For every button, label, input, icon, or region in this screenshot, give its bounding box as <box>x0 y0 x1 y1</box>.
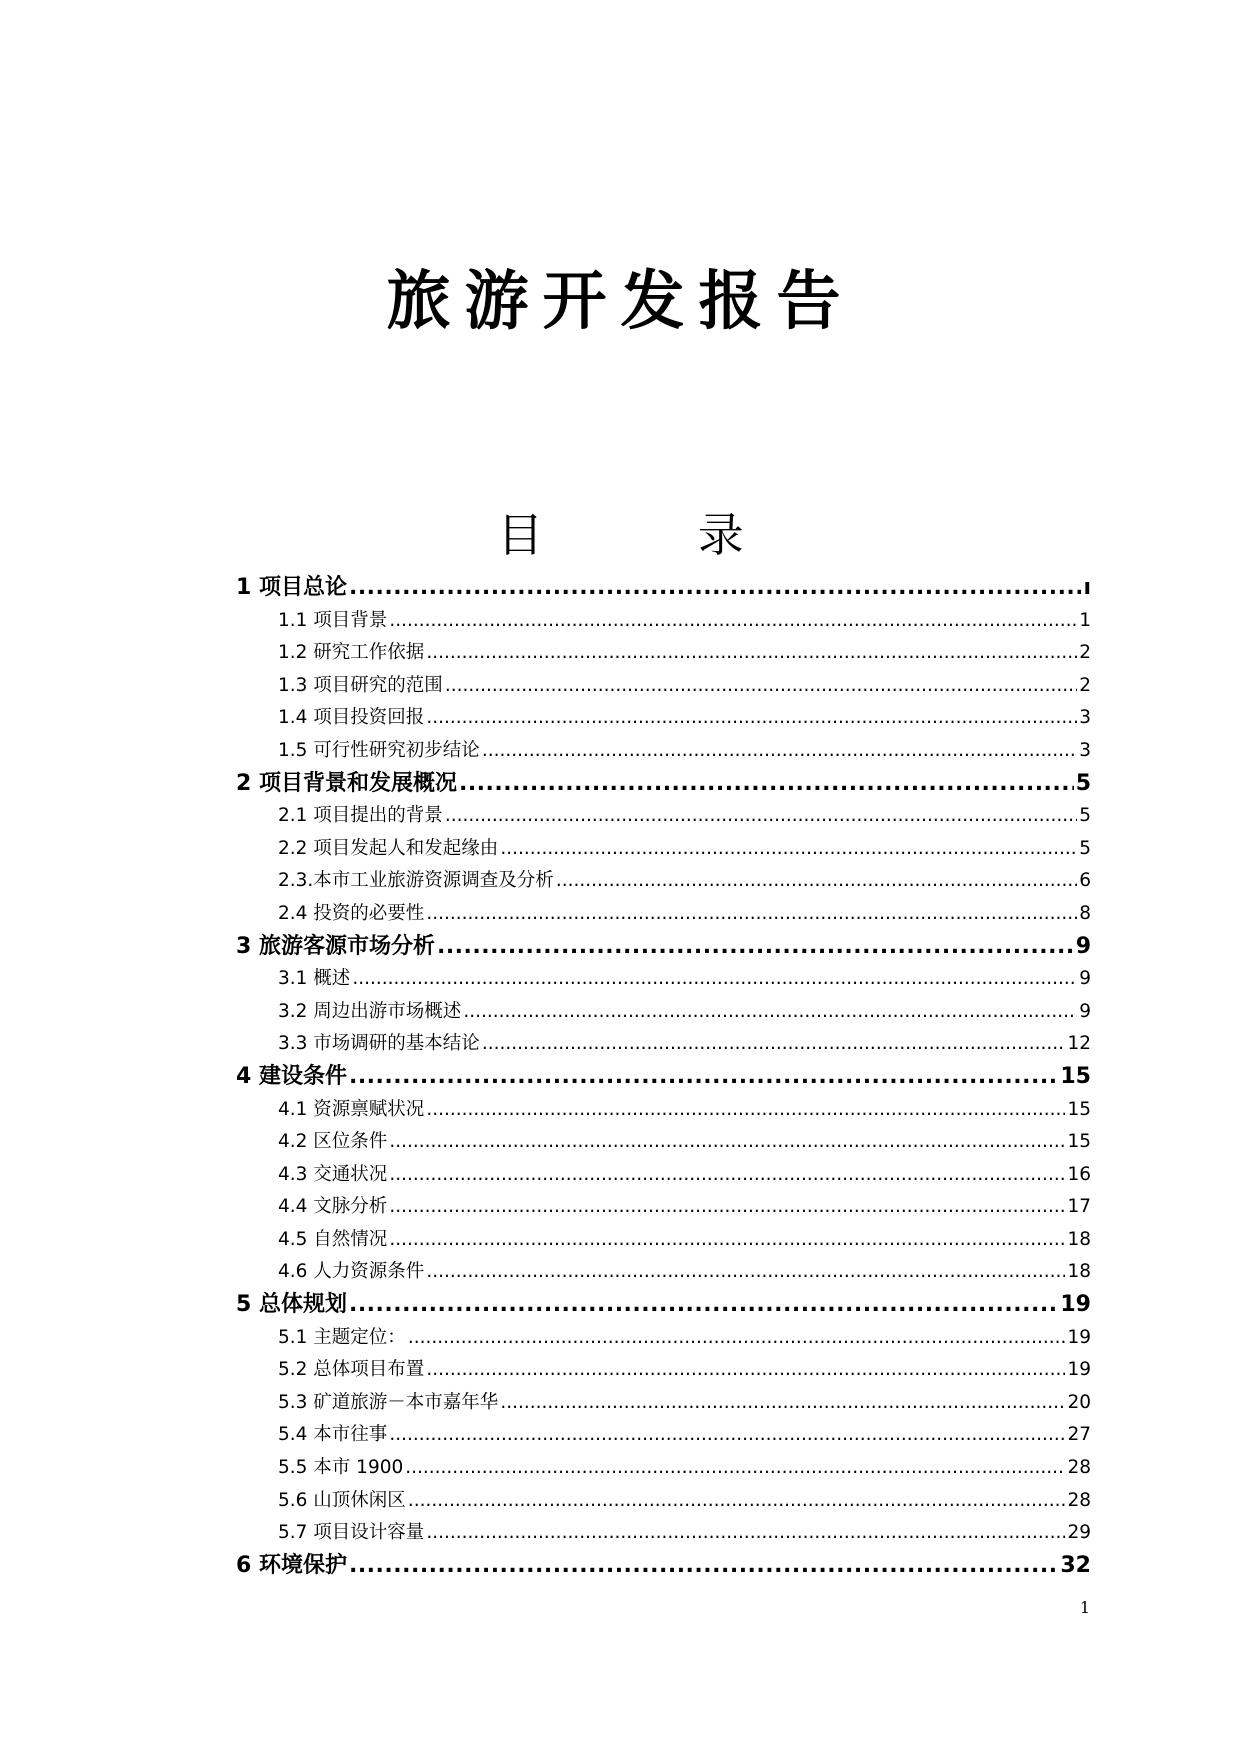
toc-chapter-entry[interactable] <box>236 1550 1091 1583</box>
toc-dot-leader <box>500 833 1077 866</box>
toc-entry-label: 3.2 周边出游市场概述 <box>278 1000 462 1022</box>
toc-entry-page: 2 <box>1079 674 1091 696</box>
toc-entry-label: 4.4 文脉分析 <box>278 1196 388 1218</box>
toc-section-entry[interactable] <box>236 1159 1091 1192</box>
toc-dot-leader <box>437 931 1074 964</box>
toc-section-entry[interactable] <box>236 1094 1091 1127</box>
toc-entry-label: 1 项目总论 <box>236 575 347 600</box>
toc-section-entry[interactable] <box>236 670 1091 703</box>
toc-entry-label: 6 环境保护 <box>236 1552 347 1578</box>
toc-dot-leader <box>352 963 1077 996</box>
toc-section-entry[interactable] <box>236 1028 1091 1061</box>
toc-section-entry[interactable] <box>236 898 1091 931</box>
toc-section-entry[interactable] <box>236 1322 1091 1355</box>
toc-entry-page: 5 <box>1079 805 1091 827</box>
toc-entry-page: 2 <box>1079 642 1091 664</box>
toc-dot-leader <box>459 768 1074 801</box>
toc-entry-page: 9 <box>1079 1000 1091 1022</box>
toc-entry-label: 5.2 总体项目布置 <box>278 1359 425 1381</box>
toc-dot-leader <box>389 1419 1065 1452</box>
toc-entry-label: 1.3 项目研究的范围 <box>278 674 443 696</box>
toc-entry-page: 27 <box>1067 1424 1091 1446</box>
toc-entry-label: 4.2 区位条件 <box>278 1131 388 1153</box>
toc-dot-leader <box>445 670 1077 703</box>
toc-entry-label: 5.3 矿道旅游－本市嘉年华 <box>278 1391 499 1413</box>
toc-entry-label: 5 总体规划 <box>236 1292 347 1318</box>
toc-section-entry[interactable] <box>236 1517 1091 1550</box>
toc-entry-label: 2.4 投资的必要性 <box>278 902 425 924</box>
toc-section-entry[interactable] <box>236 1485 1091 1518</box>
toc-entry-page: 12 <box>1067 1033 1091 1055</box>
toc-entry-page: 5 <box>1075 770 1091 796</box>
toc-entry-page: 9 <box>1075 933 1091 959</box>
toc-entry-label: 2.1 项目提出的背景 <box>278 805 443 827</box>
toc-section-entry[interactable] <box>236 1191 1091 1224</box>
table-of-contents <box>236 572 1091 1582</box>
toc-entry-label: 5.7 项目设计容量 <box>278 1522 425 1544</box>
toc-dot-leader <box>426 1094 1065 1127</box>
toc-entry-page: 18 <box>1067 1228 1091 1250</box>
toc-entry-page: 28 <box>1067 1457 1091 1479</box>
toc-entry-label: 3 旅游客源市场分析 <box>236 933 435 959</box>
toc-entry-page: 3 <box>1079 707 1091 729</box>
toc-entry-label: 3.3 市场调研的基本结论 <box>278 1033 480 1055</box>
toc-entry-label: 4.5 自然情况 <box>278 1228 388 1250</box>
toc-dot-leader <box>426 1517 1065 1550</box>
toc-entry-label: 5.6 山顶休闲区 <box>278 1489 406 1511</box>
toc-chapter-entry[interactable] <box>236 1061 1091 1094</box>
toc-entry-label: 3.1 概述 <box>278 968 351 990</box>
toc-entry-page: 19 <box>1067 1326 1091 1348</box>
toc-dot-leader <box>389 1224 1065 1257</box>
toc-entry-label: 4.6 人力资源条件 <box>278 1261 425 1283</box>
document-title: 旅游开发报告 <box>386 264 855 339</box>
toc-entry-page: 18 <box>1067 1261 1091 1283</box>
toc-section-entry[interactable] <box>236 1452 1091 1485</box>
toc-entry-page: 15 <box>1067 1098 1091 1120</box>
toc-dot-leader <box>389 1191 1065 1224</box>
toc-entry-page: 3 <box>1079 739 1091 761</box>
toc-entry-label: 2 项目背景和发展概况 <box>236 770 457 796</box>
toc-entry-page: 19 <box>1067 1359 1091 1381</box>
toc-entry-label: 1.4 项目投资回报 <box>278 707 425 729</box>
toc-section-entry[interactable] <box>236 605 1091 638</box>
toc-dot-leader <box>349 1289 1058 1322</box>
toc-dot-leader <box>556 865 1077 898</box>
toc-chapter-entry[interactable] <box>236 768 1091 801</box>
toc-section-entry[interactable] <box>236 963 1091 996</box>
toc-entry-page: 5 <box>1079 837 1091 859</box>
toc-dot-leader <box>389 1159 1065 1192</box>
toc-entry-page: ı <box>1083 575 1091 600</box>
toc-chapter-entry[interactable] <box>236 572 1091 605</box>
toc-section-entry[interactable] <box>236 1354 1091 1387</box>
page-number: 1 <box>1079 1598 1090 1617</box>
toc-entry-label: 1.2 研究工作依据 <box>278 642 425 664</box>
toc-entry-page: 19 <box>1060 1292 1091 1318</box>
toc-dot-leader <box>389 1126 1065 1159</box>
toc-dot-leader <box>426 637 1077 670</box>
toc-entry-label: 4.3 交通状况 <box>278 1163 388 1185</box>
toc-entry-page: 15 <box>1067 1131 1091 1153</box>
toc-chapter-entry[interactable] <box>236 931 1091 964</box>
toc-section-entry[interactable] <box>236 1126 1091 1159</box>
toc-entry-page: 15 <box>1060 1063 1091 1089</box>
toc-dot-leader <box>482 1028 1066 1061</box>
toc-dot-leader <box>426 1256 1065 1289</box>
toc-dot-leader <box>389 605 1077 638</box>
toc-dot-leader <box>426 898 1077 931</box>
toc-section-entry[interactable] <box>236 1224 1091 1257</box>
toc-chapter-entry[interactable] <box>236 1289 1091 1322</box>
toc-entry-label: 2.2 项目发起人和发起缘由 <box>278 837 499 859</box>
toc-dot-leader <box>482 735 1077 768</box>
toc-entry-page: 20 <box>1067 1391 1091 1413</box>
toc-section-entry[interactable] <box>236 800 1091 833</box>
toc-section-entry[interactable] <box>236 865 1091 898</box>
toc-section-entry[interactable] <box>236 996 1091 1029</box>
toc-entry-page: 29 <box>1067 1522 1091 1544</box>
toc-entry-page: 9 <box>1079 968 1091 990</box>
toc-section-entry[interactable] <box>236 1387 1091 1420</box>
toc-entry-label: 4.1 资源禀赋状况 <box>278 1098 425 1120</box>
toc-dot-leader <box>500 1387 1065 1420</box>
toc-section-entry[interactable] <box>236 1419 1091 1452</box>
toc-entry-label: 1.1 项目背景 <box>278 609 388 631</box>
toc-dot-leader <box>426 702 1077 735</box>
toc-entry-label: 5.4 本市往事 <box>278 1424 388 1446</box>
toc-dot-leader <box>426 1354 1065 1387</box>
toc-dot-leader <box>349 572 1081 605</box>
toc-entry-label: 5.5 本市 1900 <box>278 1457 404 1479</box>
toc-dot-leader <box>445 800 1077 833</box>
toc-entry-page: 17 <box>1067 1196 1091 1218</box>
toc-section-entry[interactable] <box>236 637 1091 670</box>
toc-entry-label: 5.1 主题定位： <box>278 1326 406 1348</box>
toc-section-entry[interactable] <box>236 735 1091 768</box>
toc-entry-page: 16 <box>1067 1163 1091 1185</box>
toc-dot-leader <box>463 996 1077 1029</box>
toc-entry-label: 2.3.本市工业旅游资源调查及分析 <box>278 870 554 892</box>
toc-dot-leader <box>405 1452 1065 1485</box>
toc-dot-leader <box>349 1550 1058 1583</box>
toc-dot-leader <box>349 1061 1058 1094</box>
toc-section-entry[interactable] <box>236 1256 1091 1289</box>
toc-section-entry[interactable] <box>236 833 1091 866</box>
toc-heading: 目 录 <box>497 508 814 562</box>
toc-entry-label: 4 建设条件 <box>236 1063 347 1089</box>
toc-entry-page: 8 <box>1079 902 1091 924</box>
toc-section-entry[interactable] <box>236 702 1091 735</box>
toc-dot-leader <box>408 1485 1066 1518</box>
toc-entry-label: 1.5 可行性研究初步结论 <box>278 739 480 761</box>
toc-entry-page: 6 <box>1079 870 1091 892</box>
toc-entry-page: 28 <box>1067 1489 1091 1511</box>
toc-dot-leader <box>408 1322 1066 1355</box>
toc-entry-page: 1 <box>1079 609 1091 631</box>
toc-entry-page: 32 <box>1060 1552 1091 1578</box>
